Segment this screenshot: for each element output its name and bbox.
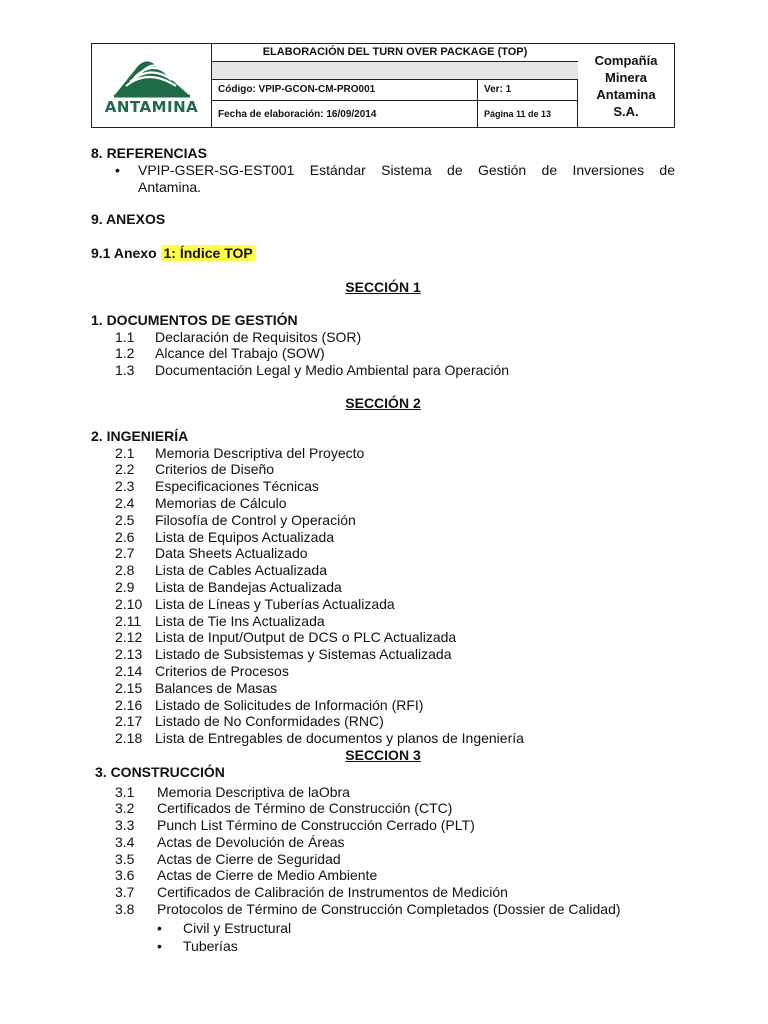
- referencias-item-cont: [91, 179, 675, 196]
- list-item-number: 2.15: [115, 679, 143, 696]
- list-item-number: 3.8: [115, 901, 135, 918]
- document-title: ELABORACIÓN DEL TURN OVER PACKAGE (TOP): [212, 44, 578, 62]
- sub-bullet-item: [91, 938, 675, 956]
- list-item: [91, 613, 675, 630]
- list-item: [91, 697, 675, 714]
- list-item-text: Documentación Legal y Medio Ambiental para Operación: [155, 362, 510, 379]
- annex-title: [91, 245, 675, 262]
- list-item: [91, 851, 675, 868]
- list-item-text: Lista de Equipos Actualizada: [155, 528, 335, 545]
- sub-bullet-item: [91, 920, 675, 938]
- page-number: Página 11 de 13: [478, 101, 578, 127]
- section-3-sub-bullets: [91, 920, 675, 956]
- section-1-heading: 1. DOCUMENTOS DE GESTIÓN: [91, 311, 298, 328]
- list-item-text: Actas de Devolución de Áreas: [157, 833, 345, 850]
- list-item: [91, 512, 675, 529]
- referencias-item-line1: VPIP-GSER-SG-EST001 Estándar Sistema de Gestión de Inversiones de: [138, 161, 675, 178]
- referencias-item: [91, 162, 675, 179]
- document-header: [91, 43, 675, 128]
- list-item: [91, 461, 675, 478]
- mountain-logo-icon: [112, 56, 192, 100]
- logo-text: ANTAMINA: [104, 97, 199, 116]
- list-item: [91, 529, 675, 546]
- list-item-number: 2.11: [115, 612, 142, 629]
- annex-prefix: 9.1 Anexo: [91, 245, 157, 262]
- list-item-number: 2.12: [115, 629, 143, 646]
- list-item-number: 2.2: [115, 461, 135, 478]
- list-item-text: Listado de Subsistemas y Sistemas Actualizada: [155, 646, 452, 663]
- list-item-text: Especificaciones Técnicas: [155, 478, 319, 495]
- list-item-text: Filosofía de Control y Operación: [155, 511, 356, 528]
- list-item-number: 3.6: [115, 867, 135, 884]
- list-item: [91, 495, 675, 512]
- list-item-text: Lista de Líneas y Tuberías Actualizada: [155, 595, 395, 612]
- list-item: [91, 362, 675, 379]
- list-item-text: Memoria Descriptiva del Proyecto: [155, 444, 365, 461]
- logo: [92, 44, 212, 127]
- list-item-text: Certificados de Calibración de Instrumentos de Medición: [157, 884, 508, 901]
- list-item-text: Lista de Entregables de documentos y planos de Ingeniería: [155, 730, 524, 747]
- section-3-list: [91, 784, 675, 918]
- section-2-title: SECCIÓN 2: [345, 394, 421, 411]
- list-item: [91, 834, 675, 851]
- list-item-number: 2.6: [115, 528, 135, 545]
- list-item-text: Listado de Solicitudes de Información (RFI): [155, 696, 424, 713]
- list-item-text: Data Sheets Actualizado: [155, 545, 308, 562]
- list-item: [91, 713, 675, 730]
- list-item: [91, 579, 675, 596]
- list-item-text: Lista de Input/Output de DCS o PLC Actualizada: [155, 629, 457, 646]
- list-item-text: Lista de Cables Actualizada: [155, 562, 327, 579]
- section-1-title: SECCIÓN 1: [345, 278, 421, 295]
- list-item: [91, 545, 675, 562]
- company-name: Compañía Minera Antamina S.A.: [594, 52, 658, 119]
- section-3-title: SECCION 3: [345, 746, 421, 763]
- section-2-heading: 2. INGENIERÍA: [91, 427, 189, 444]
- referencias-item-line2: Antamina.: [138, 178, 202, 195]
- anexos-heading: 9. ANEXOS: [91, 211, 166, 228]
- bullet-icon: •: [115, 161, 120, 178]
- list-item-text: Criterios de Procesos: [155, 662, 289, 679]
- list-item: [91, 478, 675, 495]
- list-item: [91, 345, 675, 362]
- list-item-number: 2.18: [115, 730, 143, 747]
- list-item-text: Punch List Término de Construcción Cerrado (PLT): [157, 817, 475, 834]
- list-item-number: 2.13: [115, 646, 143, 663]
- list-item: [91, 784, 675, 801]
- list-item: [91, 445, 675, 462]
- list-item-number: 3.7: [115, 884, 135, 901]
- bullet-icon: •: [157, 937, 162, 954]
- list-item-number: 2.1: [115, 444, 135, 461]
- list-item-text: Memoria Descriptiva de laObra: [157, 783, 350, 800]
- list-item: [91, 901, 675, 918]
- list-item-text: Memorias de Cálculo: [155, 494, 287, 511]
- list-item: [91, 730, 675, 747]
- list-item-number: 3.4: [115, 833, 135, 850]
- list-item-number: 1.1: [115, 328, 135, 345]
- list-item-number: 3.2: [115, 800, 135, 817]
- list-item-text: Criterios de Diseño: [155, 461, 275, 478]
- list-item: [91, 629, 675, 646]
- list-item: [91, 867, 675, 884]
- list-item: [91, 817, 675, 834]
- list-item-number: 3.3: [115, 817, 135, 834]
- list-item-text: Lista de Tie Ins Actualizada: [155, 612, 325, 629]
- list-item-number: 2.16: [115, 696, 143, 713]
- sub-bullet-text: Tuberías: [183, 937, 238, 954]
- list-item: [91, 680, 675, 697]
- list-item-number: 2.7: [115, 545, 135, 562]
- document-body: [91, 145, 675, 956]
- document-version: Ver: 1: [478, 80, 578, 101]
- list-item: [91, 596, 675, 613]
- list-item-text: Actas de Cierre de Seguridad: [157, 850, 341, 867]
- list-item: [91, 800, 675, 817]
- list-item-number: 2.14: [115, 662, 143, 679]
- list-item-number: 2.4: [115, 494, 135, 511]
- list-item-number: 2.9: [115, 578, 135, 595]
- bullet-icon: •: [157, 919, 162, 936]
- list-item: [91, 562, 675, 579]
- sub-bullet-text: Civil y Estructural: [183, 919, 292, 936]
- list-item: [91, 663, 675, 680]
- section-3-heading: 3. CONSTRUCCIÓN: [95, 763, 225, 780]
- list-item-number: 2.8: [115, 562, 135, 579]
- header-spacer: [212, 62, 578, 80]
- list-item: [91, 329, 675, 346]
- list-item-text: Declaración de Requisitos (SOR): [155, 328, 362, 345]
- list-item-text: Listado de No Conformidades (RNC): [155, 713, 384, 730]
- list-item-text: Lista de Bandejas Actualizada: [155, 578, 342, 595]
- list-item: [91, 646, 675, 663]
- list-item-text: Alcance del Trabajo (SOW): [155, 345, 325, 362]
- list-item-number: 2.17: [115, 713, 143, 730]
- referencias-heading: 8. REFERENCIAS: [91, 145, 207, 161]
- list-item-text: Protocolos de Término de Construcción Completados (Dossier de Calidad): [157, 901, 621, 918]
- list-item-text: Certificados de Término de Construcción (CTC): [157, 800, 453, 817]
- document-code: Código: VPIP-GCON-CM-PRO001: [212, 80, 478, 101]
- list-item-text: Balances de Masas: [155, 679, 278, 696]
- list-item-number: 1.3: [115, 362, 135, 379]
- section-1-list: [91, 329, 675, 379]
- list-item: [91, 884, 675, 901]
- list-item-number: 1.2: [115, 345, 135, 362]
- list-item-number: 2.5: [115, 511, 135, 528]
- list-item-number: 2.10: [115, 595, 143, 612]
- section-2-list: [91, 445, 675, 747]
- document-date: Fecha de elaboración: 16/09/2014: [212, 101, 478, 127]
- list-item-number: 3.1: [115, 783, 135, 800]
- list-item-number: 3.5: [115, 850, 135, 867]
- list-item-text: Actas de Cierre de Medio Ambiente: [157, 867, 378, 884]
- annex-highlight: 1: Índice TOP: [161, 245, 256, 261]
- list-item-number: 2.3: [115, 478, 135, 495]
